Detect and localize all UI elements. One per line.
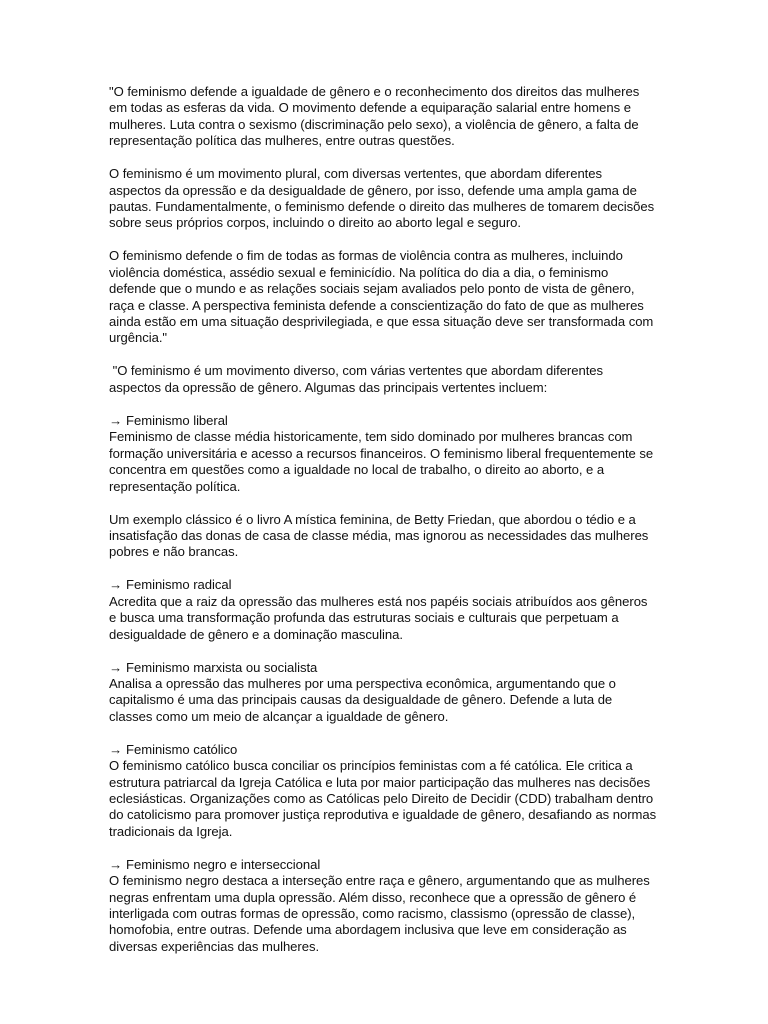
section-body-text: Feminismo de classe média historicamente, tem sido dominado por mulheres brancas com formação universitária e acesso a recursos financeiros. O feminismo liberal frequentemente se concentra em questões como a igualdade no local de trabalho, o direito ao aborto, e a representação política. — [109, 429, 654, 494]
section-heading-text: Feminismo marxista ou socialista — [126, 659, 318, 675]
paragraph-text: O feminismo é um movimento plural, com diversas vertentes, que abordam diferentes aspectos da opressão e da desigualdade de gênero, por isso, defende uma ampla gama de pautas. Fundamentalmente, o feminismo defende o direito das mulheres de tomarem decisões sobre seus próprios corpos, incluindo o direito ao aborto legal e seguro. — [109, 166, 655, 231]
section-heading — [109, 857, 657, 873]
section-body-text: Analisa a opressão das mulheres por uma perspectiva econômica, argumentando que o capitalismo é uma das principais causas da desigualdade de gênero. Defende a luta de classes como um meio de alcançar a igualdade de gênero. — [109, 675, 616, 724]
section-heading-text: Feminismo liberal — [126, 412, 228, 428]
section-heading-text: Feminismo católico — [126, 741, 238, 757]
paragraph-text: "O feminismo defende a igualdade de gênero e o reconhecimento dos direitos das mulheres em todas as esferas da vida. O movimento defende a equiparação salarial entre homens e mulheres. Luta contra o sexismo (discriminação pelo sexo), a violência de gênero, a falta de representação política das mulheres, entre outras questões. — [109, 84, 640, 149]
paragraph — [109, 248, 657, 346]
right-arrow-icon: → — [109, 741, 123, 757]
section-heading — [109, 413, 657, 429]
section-heading — [109, 660, 657, 676]
section-feminismo-marxista — [109, 660, 657, 726]
section-body-text: O feminismo negro destaca a interseção entre raça e gênero, argumentando que as mulheres negras enfrentam uma dupla opressão. Além disso, reconhece que a opressão de gênero é interligada com outras formas de opressão, como racismo, classismo (opressão de classe), homofobia, entre outras. Defende uma abordagem inclusiva que leve em consideração as diversas experiências das mulheres. — [109, 873, 650, 954]
section-heading-text: Feminismo radical — [126, 577, 232, 593]
right-arrow-icon: → — [109, 577, 123, 593]
section-feminismo-liberal — [109, 413, 657, 495]
paragraph-text: Um exemplo clássico é o livro A mística feminina, de Betty Friedan, que abordou o tédio e a insatisfação das donas de casa de classe média, mas ignorou as necessidades das mulheres pobres e não brancas. — [109, 511, 649, 560]
document-body — [109, 84, 657, 955]
right-arrow-icon: → — [109, 412, 123, 428]
section-heading — [109, 577, 657, 593]
right-arrow-icon: → — [109, 856, 123, 872]
right-arrow-icon: → — [109, 659, 123, 675]
section-feminismo-radical — [109, 577, 657, 643]
section-heading — [109, 742, 657, 758]
paragraph — [109, 166, 657, 232]
paragraph — [109, 363, 657, 396]
paragraph-text: "O feminismo é um movimento diverso, com várias vertentes que abordam diferentes aspectos da opressão de gênero. Algumas das principais vertentes incluem: — [109, 363, 607, 395]
section-heading-text: Feminismo negro e interseccional — [126, 856, 321, 872]
section-feminismo-negro — [109, 857, 657, 955]
section-feminismo-catolico — [109, 742, 657, 840]
section-body-text: Acredita que a raiz da opressão das mulheres está nos papéis sociais atribuídos aos gêneros e busca uma transformação profunda das estruturas sociais e culturais que perpetuam a desigualdade de gênero e a dominação masculina. — [109, 593, 648, 642]
section-body-text: O feminismo católico busca conciliar os princípios feministas com a fé católica. Ele critica a estrutura patriarcal da Igreja Católica e luta por maior participação das mulheres nas decisões eclesiásticas. Organizações como as Católicas pelo Direito de Decidir (CDD) trabalham dentro do catolicismo para promover justiça reprodutiva e igualdade de gênero, desafiando as normas tradicionais da Igreja. — [109, 758, 657, 839]
paragraph — [109, 512, 657, 561]
paragraph — [109, 84, 657, 150]
paragraph-text: O feminismo defende o fim de todas as formas de violência contra as mulheres, incluindo violência doméstica, assédio sexual e feminicídio. Na política do dia a dia, o feminismo defende que o mundo e as relações sociais sejam avaliados pelo ponto de vista de gênero, raça e classe. A perspectiva feminista defende a conscientização do fato de que as mulheres ainda estão em uma situação desprivilegiada, e que essa situação deve ser transformada com urgência." — [109, 248, 654, 346]
